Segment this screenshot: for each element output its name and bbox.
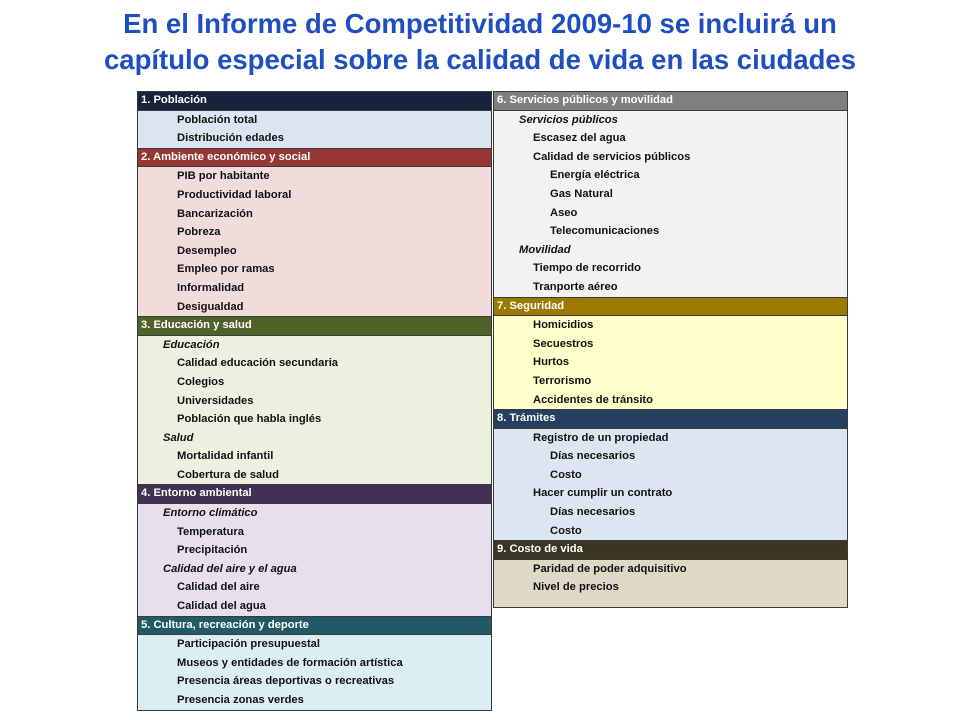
indicator-item: Telecomunicaciones [550,225,660,238]
subcategory-label: Salud [163,431,194,444]
subcategory-label: Entorno climático [163,507,258,520]
section-body [138,111,491,148]
indicator-item: Bancarización [177,207,253,220]
indicator-item: Distribución edades [177,132,284,145]
section-7-seguridad [493,298,848,411]
left-column [137,91,492,711]
indicator-item: Calidad educación secundaria [177,357,339,370]
indicator-item: Participación presupuestal [177,638,320,651]
indicator-item: Paridad de poder adquisitivo [533,562,687,575]
indicator-item: Gas Natural [550,187,613,200]
section-body [494,111,847,297]
section-body [494,560,847,607]
slide-title [0,6,960,78]
indicator-item: Días necesarios [550,506,636,519]
section-body [494,429,847,541]
subcategory-label: Calidad del aire y el agua [163,562,297,575]
section-spacer [494,597,847,607]
indicator-item: Calidad de servicios públicos [533,150,691,163]
section-header: 6. Servicios públicos y movilidad [494,92,847,111]
section-5-cultura-recreacion-y-deporte [137,617,492,711]
indicator-item: Costo [550,524,582,537]
section-body [138,336,491,485]
indicator-item: Productividad laboral [177,188,292,201]
indicator-item: Calidad del agua [177,600,266,613]
section-header: 3. Educación y salud [138,317,491,336]
indicator-item: Energía eléctrica [550,169,640,182]
section-header: 1. Población [138,92,491,111]
indicator-item: Tiempo de recorrido [533,262,641,275]
indicator-item: Desigualdad [177,300,244,313]
section-header: 8. Trámites [494,410,847,429]
indicator-item: Empleo por ramas [177,263,275,276]
section-3-educacion-y-salud [137,317,492,485]
indicator-item: Costo [550,468,582,481]
indicator-item: Población que habla inglés [177,413,322,426]
section-body [138,167,491,316]
section-6-servicios-publicos-y-movilidad [493,91,848,298]
subcategory-label: Movilidad [519,243,571,256]
indicator-item: Precipitación [177,544,248,557]
indicator-item: Temperatura [177,525,244,538]
title-line-2: capítulo especial sobre la calidad de vida en las ciudades [104,44,856,75]
indicator-item: Secuestros [533,337,594,350]
section-header: 7. Seguridad [494,298,847,317]
indicator-item: Pobreza [177,226,221,239]
indicator-item: Escasez del agua [533,132,626,145]
section-1-poblacion [137,91,492,149]
indicator-item: Homicidios [533,319,594,332]
indicator-item: Aseo [550,206,578,219]
indicator-item: Días necesarios [550,450,636,463]
indicator-item: Registro de un propiedad [533,431,669,444]
section-4-entorno-ambiental [137,485,492,616]
section-header: 9. Costo de vida [494,541,847,560]
indicator-item: Terrorismo [533,374,592,387]
section-header: 2. Ambiente económico y social [138,149,491,168]
indicator-item: Colegios [177,375,225,388]
section-2-ambiente-economico-y-social [137,149,492,317]
indicator-item: Nivel de precios [533,581,619,594]
indicator-item: Tranporte aéreo [533,280,618,293]
right-column [493,91,848,608]
section-8-tramites [493,410,848,541]
indicator-item: Hurtos [533,356,570,369]
section-body [138,635,491,709]
indicator-item: Presencia áreas deportivas o recreativas [177,675,395,688]
indicator-item: Accidentes de tránsito [533,393,653,406]
title-line-1: En el Informe de Competitividad 2009-10 se incluirá un [123,8,837,39]
section-header: 4. Entorno ambiental [138,485,491,504]
indicator-item: Informalidad [177,281,245,294]
section-body [494,316,847,409]
indicator-item: Presencia zonas verdes [177,694,304,706]
indicator-item: Desempleo [177,244,237,257]
indicator-item: Calidad del aire [177,581,260,594]
indicator-item: Museos y entidades de formación artística [177,656,403,669]
indicator-item: Hacer cumplir un contrato [533,487,673,500]
indicator-item: Población total [177,113,258,126]
section-9-costo-de-vida [493,541,848,608]
section-body [138,504,491,616]
section-header: 5. Cultura, recreación y deporte [138,617,491,636]
subcategory-label: Servicios públicos [519,113,618,126]
indicator-item: Universidades [177,394,254,407]
indicator-item: Mortalidad infantil [177,450,274,463]
indicator-item: Cobertura de salud [177,468,279,481]
indicator-item: PIB por habitante [177,170,270,183]
subcategory-label: Educación [163,338,220,351]
